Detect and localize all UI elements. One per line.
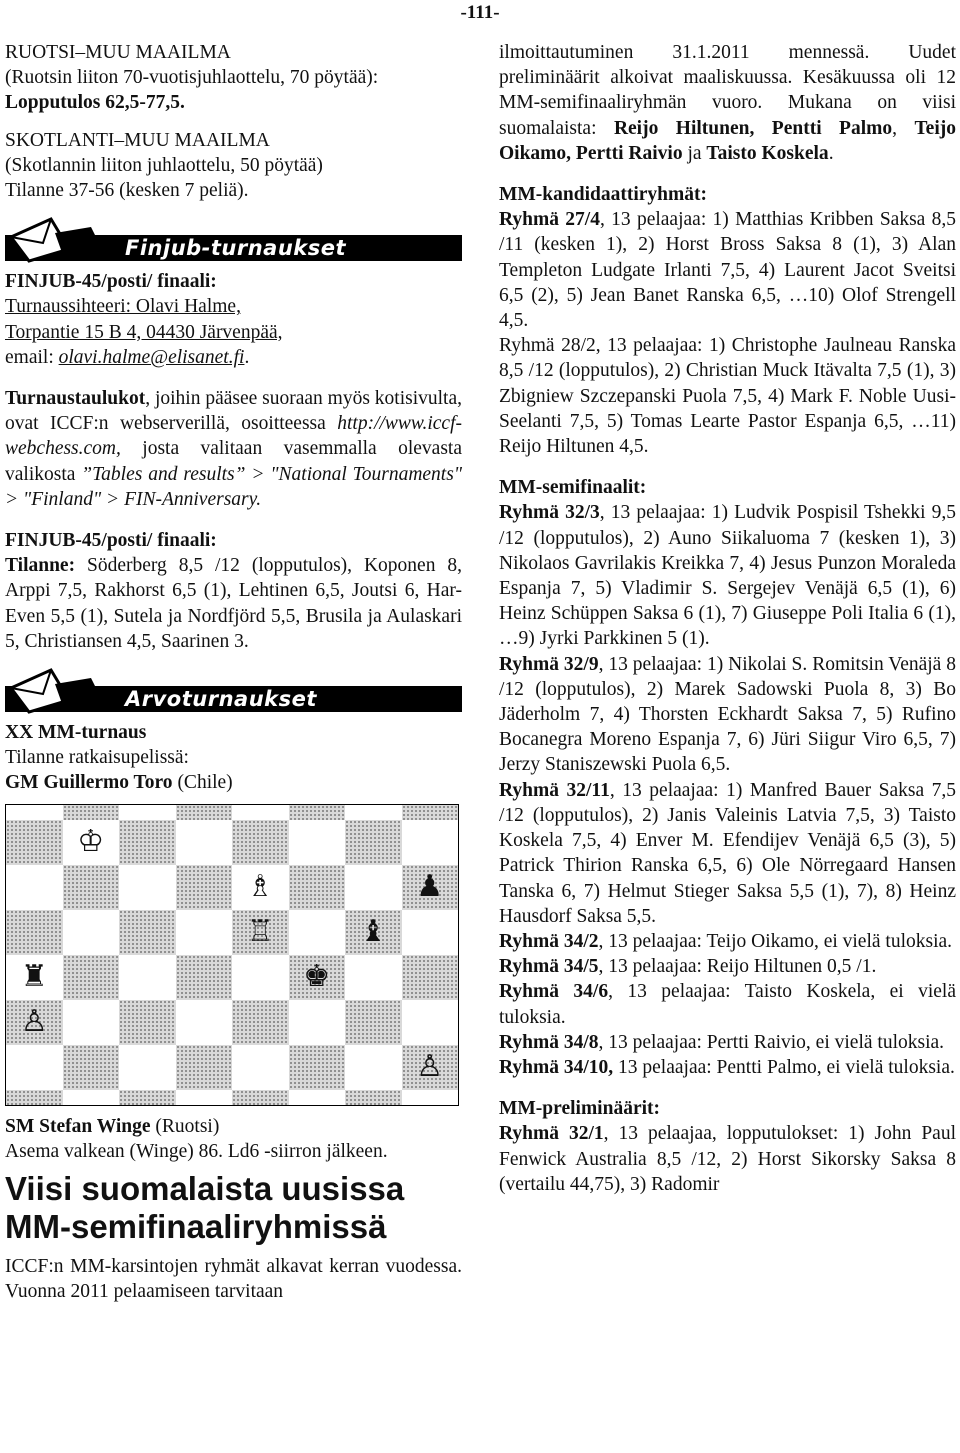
taulukot-text: , joihin pääsee suoraan myös kotisivulta, ovat ICCF:n webserverillä, osoitteessa xyxy=(5,388,463,435)
group-label: Ryhmä 32/3 xyxy=(499,502,600,524)
group-27-4 xyxy=(499,207,956,333)
chess-square xyxy=(345,955,402,1000)
right-column xyxy=(499,40,956,1197)
xx-gm-line xyxy=(5,770,462,795)
right-intro xyxy=(499,40,956,166)
group-34-6 xyxy=(499,979,956,1029)
finjub1-line1: Turnaussihteeri: Olavi Halme, xyxy=(5,296,241,318)
article-intro: ICCF:n MM-karsintojen ryhmät alkavat kerran vuodessa. Vuonna 2011 pelaamiseen tarvitaan xyxy=(5,1256,462,1303)
xx-line1: Tilanne ratkaisupelissä: xyxy=(5,747,189,769)
names-2: Teijo Oikamo, Pertti Raivio xyxy=(499,117,957,164)
chess-square xyxy=(6,1045,63,1090)
group-text: , 13 pelaajaa: Reijo Hiltunen 0,5 /1. xyxy=(598,956,877,978)
sm-name: SM Stefan Winge xyxy=(5,1115,151,1137)
group-text: , 13 pelaajaa: Taisto Koskela, ei vielä tuloksia. xyxy=(499,981,957,1028)
chess-piece-square: ♙ xyxy=(6,1000,63,1045)
asema-text: Asema valkean (Winge) 86. Ld6 -siirron jälkeen. xyxy=(5,1140,388,1162)
chess-square xyxy=(63,910,120,955)
chess-square xyxy=(6,1090,63,1105)
email-label: email: xyxy=(5,346,59,368)
chess-square xyxy=(119,820,176,865)
chess-square xyxy=(63,865,120,910)
group-34-10 xyxy=(499,1055,956,1080)
chess-square xyxy=(119,1090,176,1105)
chess-square xyxy=(63,1090,120,1105)
chess-square xyxy=(289,1090,346,1105)
group-label: Ryhmä 34/6 xyxy=(499,981,609,1003)
group-label: Ryhmä 34/10, xyxy=(499,1056,614,1078)
chess-square xyxy=(402,1000,459,1045)
finjub1-title: FINJUB-45/posti/ finaali: xyxy=(5,271,217,293)
names-1: Reijo Hiltunen, Pentti Palmo xyxy=(613,117,893,139)
chess-square xyxy=(176,910,233,955)
group-text: , 13 pelaajaa: 1) Ludvik Pospisil Tshekki 9,5 /12 (lopputulos), 2) Auno Siikaluoma 7 (kesken 1), 3) Nikolaos Gavrilakis Kreikka 7, 4) Jesus Punzon Moraleda Espanja 7, 5) Vladimir S. Sergejev Venäjä 6,5 (1), 6) Heinz Schüppen Saksa 6 (1), 7) Giuseppe Poli Italia 6 (1), …9) Jyrki Parkkinen 5 (1). xyxy=(499,502,956,650)
group-text: , 13 pelaajaa: 1) Matthias Kribben Saksa 8,5 /11 (kesken 1), 2) Horst Bross Saksa 8 (1), 3) Alan Templeton Ludgate Irlanti 7,5, 4) Laurent Jacot Sveitsi 6,5 (2), 5) Jean Banet Ranska 6,5, …10) Olof Strengell 4,5. xyxy=(499,209,957,332)
chess-piece-square: ♖ xyxy=(232,910,289,955)
ruotsi-title: RUOTSI–MUU MAAILMA xyxy=(5,42,231,63)
group-label: Ryhmä 32/1 xyxy=(499,1123,604,1145)
chess-piece-square: ♜ xyxy=(20,959,48,995)
chess-square xyxy=(176,955,233,1000)
chess-square xyxy=(6,820,63,865)
taulukot-bold: Turnaustaulukot xyxy=(5,388,146,410)
group-label: Ryhmä 34/2 xyxy=(499,930,599,952)
group-label: Ryhmä 27/4 xyxy=(499,209,600,231)
email-end: . xyxy=(244,346,250,368)
chess-square xyxy=(232,820,289,865)
chess-square xyxy=(63,1000,120,1045)
chess-square xyxy=(289,820,346,865)
chess-square xyxy=(232,955,289,1000)
envelope-icon xyxy=(5,666,115,714)
chess-square xyxy=(63,955,120,1000)
finjub1-line2: Torpantie 15 B 4, 04430 Järvenpää, xyxy=(5,321,283,343)
finjub2-paragraph xyxy=(5,553,462,654)
group-text: 13 pelaajaa: Pentti Palmo, ei vielä tuloksia. xyxy=(613,1056,955,1078)
chess-square xyxy=(119,865,176,910)
chess-square xyxy=(119,1000,176,1045)
chess-piece-square: ♗ xyxy=(246,869,274,905)
page-number: -111- xyxy=(460,2,500,23)
chess-square xyxy=(402,805,459,820)
chess-square xyxy=(6,865,63,910)
chess-piece-square: ♝ xyxy=(345,910,402,955)
left-column xyxy=(5,40,462,1304)
chess-square xyxy=(176,1090,233,1105)
chess-square xyxy=(345,1090,402,1105)
chess-square xyxy=(345,1000,402,1045)
chess-square xyxy=(119,910,176,955)
chess-square xyxy=(345,1045,402,1090)
sep-1: , xyxy=(892,117,915,139)
ruotsi-line1: (Ruotsin liiton 70-vuotisjuhlaottelu, 70 pöytää): xyxy=(5,67,379,89)
gm-name: GM Guillermo Toro xyxy=(5,772,173,794)
skotlanti-line1: (Skotlannin liiton juhlaottelu, 50 pöytää) xyxy=(5,154,323,176)
chess-square xyxy=(345,805,402,820)
finjub2-text: Söderberg 8,5 /12 (lopputulos), Koponen 8, Arppi 7,5, Rakhorst 6,5 (1), Lehtinen 6,5, Joutsi 6, Har-Even 5,5 (1), Sutela ja Nordfjörd 5,5, Brusila ja Aulaskari 5, Christiansen 4,5, Saarinen 3. xyxy=(5,555,462,652)
chess-board xyxy=(5,804,459,1106)
chess-square xyxy=(289,910,346,955)
group-34-2 xyxy=(499,929,956,954)
finjub-banner-text: Finjub-turnaukset xyxy=(5,235,462,261)
taulukot-url[interactable]: http://www.iccf-webchess.com, xyxy=(5,413,462,460)
group-label: Ryhmä 32/11 xyxy=(499,779,610,801)
group-text: , 13 pelaajaa: Pertti Raivio, ei vielä tuloksia. xyxy=(598,1031,945,1053)
chess-square xyxy=(176,805,233,820)
chess-square xyxy=(289,1045,346,1090)
chess-square xyxy=(119,955,176,1000)
sm-line xyxy=(5,1114,462,1139)
chess-square xyxy=(289,805,346,820)
chess-piece-square: ♚ xyxy=(289,955,346,1000)
chess-square xyxy=(232,1000,289,1045)
chess-piece-square: ♔ xyxy=(77,824,105,860)
skotlanti-title: SKOTLANTI–MUU MAAILMA xyxy=(5,129,270,151)
chess-square xyxy=(232,805,289,820)
taulukot-text2: josta valitaan vasemmalla olevasta valikosta xyxy=(5,438,462,485)
chess-square xyxy=(6,910,63,955)
envelope-icon xyxy=(5,215,115,263)
chess-square xyxy=(176,865,233,910)
chess-square xyxy=(289,865,346,910)
chess-square xyxy=(176,1000,233,1045)
chess-square xyxy=(119,1045,176,1090)
chess-square xyxy=(402,955,459,1000)
taulukot-paragraph xyxy=(5,386,462,512)
taulukot-menu: ”Tables and results” > "National Tournaments" > "Finland" > FIN-Anniversary. xyxy=(5,463,463,510)
article-headline: Viisi suomalaista uusissa MM-semifinaaliryhmissä xyxy=(5,1170,405,1246)
arvo-banner xyxy=(5,666,462,712)
group-32-3 xyxy=(499,500,956,651)
chess-piece-square: ♙ xyxy=(402,1045,459,1090)
chess-square xyxy=(232,1045,289,1090)
finjub-banner xyxy=(5,215,462,261)
chess-square xyxy=(63,1045,120,1090)
chess-square xyxy=(176,820,233,865)
arvo-banner-text: Arvoturnaukset xyxy=(5,686,462,712)
semi-title: MM-semifinaalit: xyxy=(499,477,647,499)
intro-end: . xyxy=(828,142,834,164)
chess-square xyxy=(232,1090,289,1105)
prelim-title: MM-preliminäärit: xyxy=(499,1098,661,1120)
finjub2-label: Tilanne: xyxy=(5,555,76,577)
chess-square xyxy=(6,805,63,820)
ruotsi-result: Lopputulos 62,5-77,5. xyxy=(5,92,185,114)
finjub1-email-line xyxy=(5,345,462,370)
xx-title: XX MM-turnaus xyxy=(5,722,147,744)
sm-country: (Ruotsi) xyxy=(150,1115,220,1137)
chess-square xyxy=(119,805,176,820)
group-text: , 13 pelaajaa: 1) Nikolai S. Romitsin Venäjä 8 /12 (lopputulos), 2) Marek Sadowski Puola 8, 3) Bo Jäderholm 7, 4) Thorsten Eckhardt Saksa 7, 5) Rufino Bocanegra Moreno Espanja 7, 6) Jüri Siigur Viro 6,5, 7) Jerzy Staniszewski Puola 6,5. xyxy=(499,653,957,776)
chess-square xyxy=(345,820,402,865)
group-label: Ryhmä 34/5 xyxy=(499,956,599,978)
names-3: Taisto Koskela xyxy=(706,142,829,164)
chess-square xyxy=(176,1045,233,1090)
finjub2-title: FINJUB-45/posti/ finaali: xyxy=(5,530,217,552)
group-label: Ryhmä 34/8 xyxy=(499,1031,599,1053)
group-32-9 xyxy=(499,652,956,778)
group-text: , 13 pelaajaa, lopputulokset: 1) John Paul Fenwick Australia 8,5 /12, 2) Horst Sikorsky Saksa 8 (vertailu 44,75), 3) Radomir xyxy=(499,1123,956,1195)
group-34-5 xyxy=(499,954,956,979)
email-link[interactable]: olavi.halme@elisanet.fi xyxy=(58,346,245,368)
group-label: Ryhmä 32/9 xyxy=(499,653,599,675)
chess-square xyxy=(402,820,459,865)
gm-country: (Chile) xyxy=(172,772,233,794)
chess-square xyxy=(63,805,120,820)
chess-square xyxy=(345,865,402,910)
group-text: , 13 pelaajaa: Teijo Oikamo, ei vielä tuloksia. xyxy=(598,930,953,952)
intro-text: ilmoittautuminen 31.1.2011 mennessä. Uudet preliminäärit alkoivat maaliskuussa. Kesäkuussa oli 12 MM-semifinaaliryhmän vuoro. Mukana on viisi suomalaista: xyxy=(499,42,956,139)
chess-square xyxy=(402,1090,459,1105)
group-34-8 xyxy=(499,1030,956,1055)
group-28-2: Ryhmä 28/2, 13 pelaajaa: 1) Christophe Jaulneau Ranska 8,5 /12 (lopputulos), 2) Christian Muck Itävalta 7,5 (1), 3) Zbigniew Szczepanski Puola 7,5, 4) Mark F. Noble Uusi-Seelanti 7,5, 5) Tomas Learte Pastor Espanja 6,5, …11) Reijo Hiltunen 4,5. xyxy=(499,335,956,458)
group-text: , 13 pelaajaa: 1) Manfred Bauer Saksa 7,5 /12 (lopputulos), 2) Janis Valeinis Latvia 7,5, 3) Taisto Koskela 7,5, 4) Enver M. Efendijev Venäjä 6,5 (3), 5) Patrick Thirion Ranska 6,5, 6) Ole Nörregaard Hansen Tanska 6, 7) Helmut Stieger Saksa 5,5 (1), 7), 8) Heinz Hausdorf Saksa 5,5. xyxy=(499,779,956,927)
skotlanti-line2: Tilanne 37-56 (kesken 7 peliä). xyxy=(5,180,249,202)
group-32-11 xyxy=(499,778,956,929)
chess-square xyxy=(289,1000,346,1045)
chess-square xyxy=(402,910,459,955)
group-32-1 xyxy=(499,1121,956,1197)
chess-piece-square: ♟ xyxy=(402,865,459,910)
kand-title: MM-kandidaattiryhmät: xyxy=(499,184,707,206)
sep-2: ja xyxy=(682,142,707,164)
